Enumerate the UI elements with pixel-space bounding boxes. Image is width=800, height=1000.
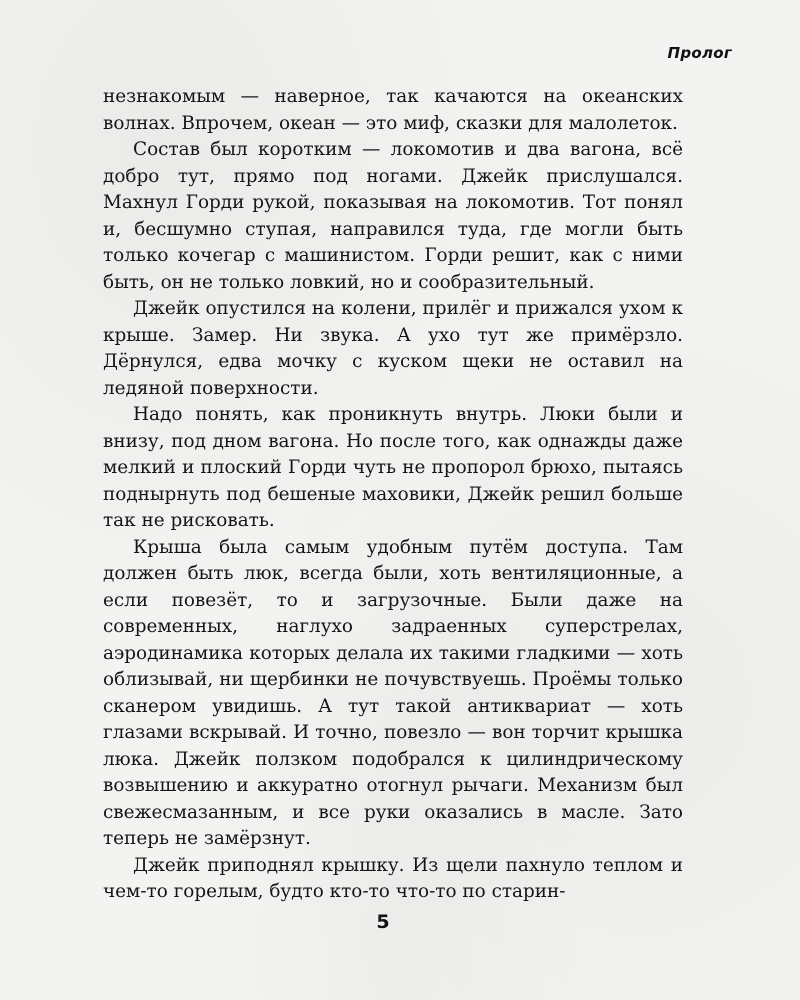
body-text: [103, 84, 683, 906]
paragraph: Джейк приподнял крышку. Из щели пахнуло теплом и чем-то горелым, будто кто-то что-то по старин-: [103, 854, 683, 902]
paragraph: Крыша была самым удобным путём доступа. Там должен быть люк, всегда были, хоть вентиляционные, а если повезёт, то и загрузочные. Были даже на современных, наглухо задраенных суперстрелах, аэродинамика которых делала их такими гладкими — хоть облизывай, ни щербинки не почувствуешь. Проёмы только сканером увидишь. А тут такой антиквариат — хоть глазами вскрывай. И точно, повезло — вон торчит крышка люка. Джейк ползком подобрался к цилиндрическому возвышению и аккуратно отогнул рычаги. Механизм был свежесмазанным, и все руки оказались в масле. Зато теперь не замёрзнут.: [103, 536, 683, 849]
running-header: Пролог: [667, 44, 732, 62]
paragraph: незнакомым — наверное, так качаются на океанских волнах. Впрочем, океан — это миф, сказки для малолеток.: [103, 86, 683, 134]
paragraph: Джейк опустился на колени, прилёг и прижался ухом к крыше. Замер. Ни звука. А ухо тут же примёрзло. Дёрнулся, едва мочку с куском щеки не оставил на ледяной поверхности.: [103, 298, 683, 399]
paragraph: Надо понять, как проникнуть внутрь. Люки были и внизу, под дном вагона. Но после того, как однажды даже мелкий и плоский Горди чуть не пропорол брюхо, пытаясь поднырнуть под бешеные маховики, Джейк решил больше так не рисковать.: [103, 404, 683, 531]
paragraph: Состав был коротким — локомотив и два вагона, всё добро тут, прямо под ногами. Джейк прислушался. Махнул Горди рукой, показывая на локомотив. Тот понял и, бесшумно ступая, направился туда, где могли быть только кочегар с машинистом. Горди решит, как с ними быть, он не только ловкий, но и сообразительный.: [103, 139, 683, 293]
page-number: 5: [376, 911, 390, 933]
